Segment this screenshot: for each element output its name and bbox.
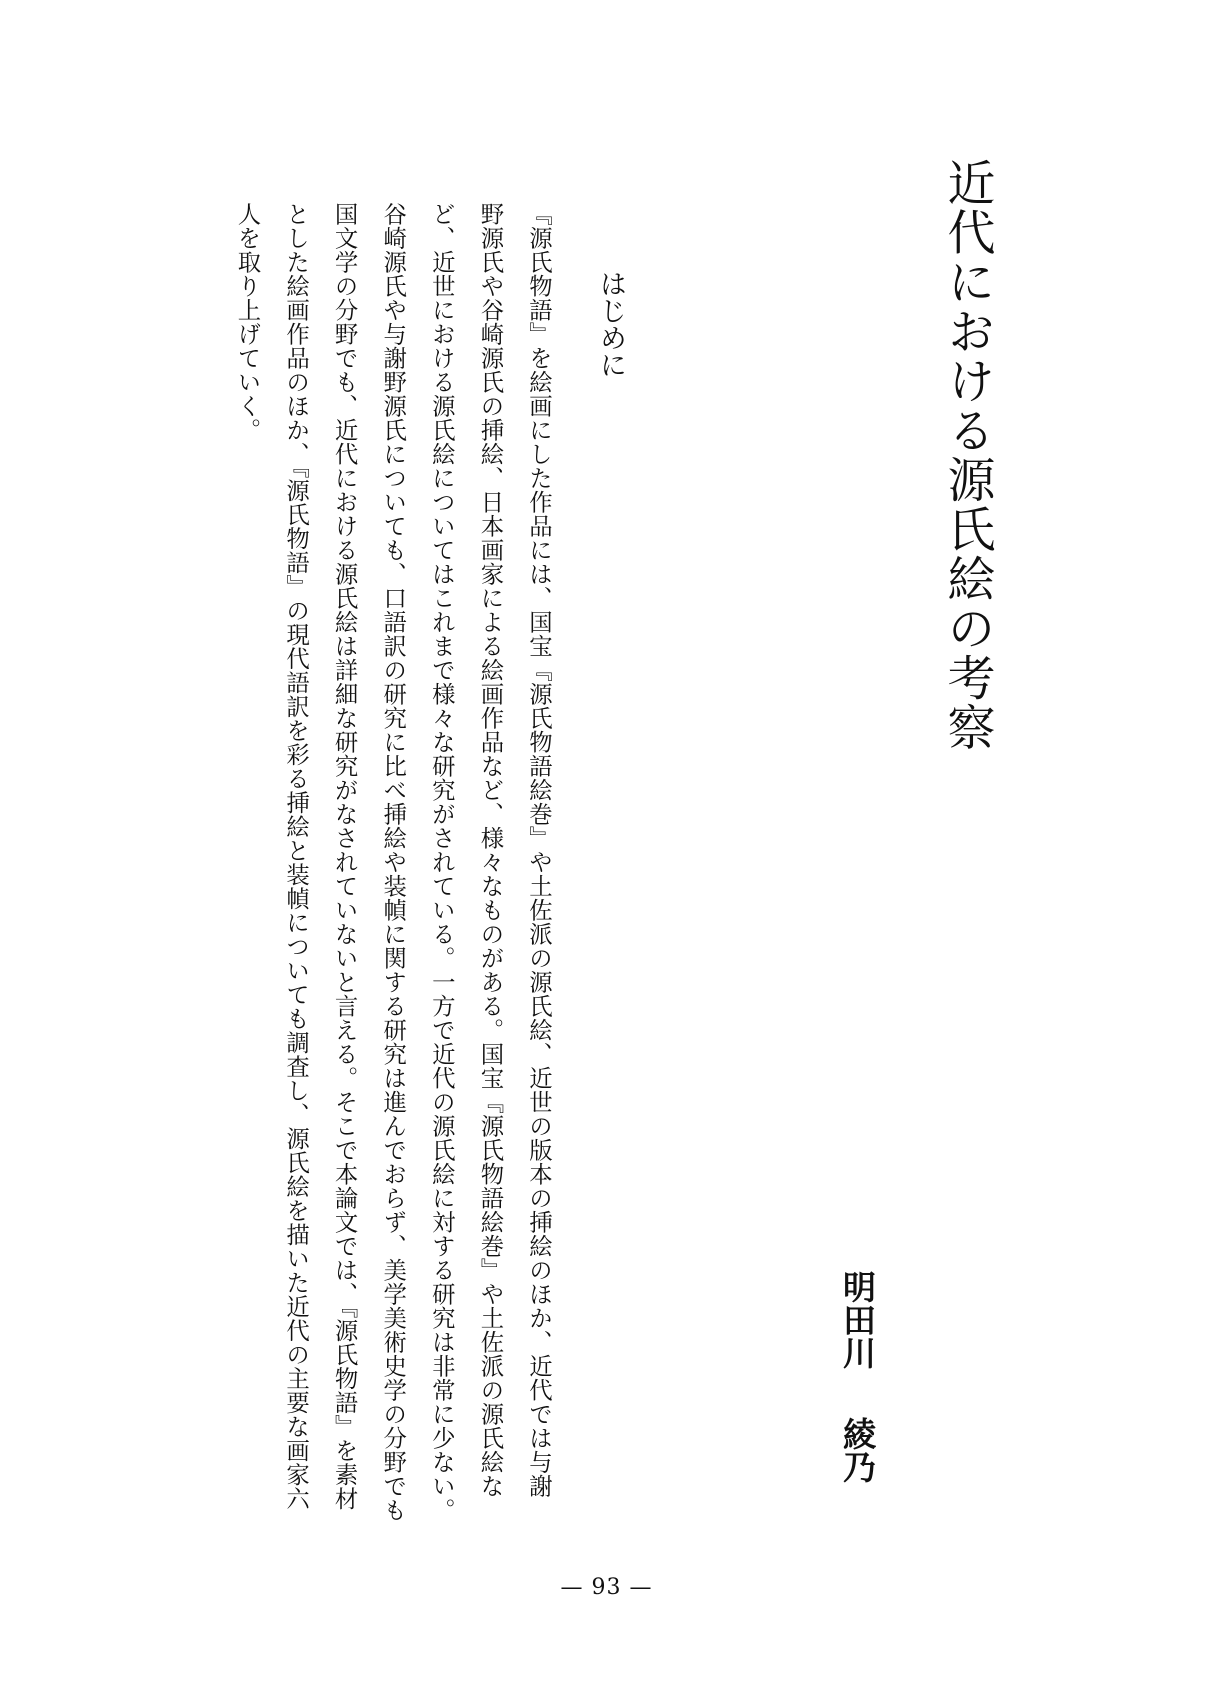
author-given-name: 綾乃 — [838, 1417, 877, 1483]
article-title: 近代における源氏絵の考察 — [939, 158, 995, 752]
body-line: 谷崎源氏や与謝野源氏についても、口語訳の研究に比べ挿絵や装幀に関する研究は進んでおらず、美学美術史学の分野でも — [379, 202, 408, 1522]
body-line: とした絵画作品のほか、『源氏物語』の現代語訳を彩る挿絵と装幀についても調査し、源氏絵を描いた近代の主要な画家六 — [282, 202, 311, 1511]
body-line: 国文学の分野でも、近代における源氏絵は詳細な研究がなされていないと言える。そこで本論文では、『源氏物語』を素材 — [330, 202, 359, 1511]
body-line: 野源氏や谷崎源氏の挿絵、日本画家による絵画作品など、様々なものがある。国宝『源氏物語絵巻』や土佐派の源氏絵な — [476, 202, 505, 1498]
body-line: 人を取り上げていく。 — [233, 202, 262, 442]
body-text — [223, 202, 563, 1522]
body-line: ど、近世における源氏絵についてはこれまで様々な研究がされている。一方で近代の源氏絵に対する研究は非常に少ない。 — [427, 202, 456, 1522]
body-line: 『源氏物語』を絵画にした作品には、国宝『源氏物語絵巻』や土佐派の源氏絵、近世の版本の挿絵のほか、近代では与謝 — [525, 202, 553, 1498]
section-heading: はじめに — [595, 270, 626, 378]
page-number: — 93 — — [560, 1575, 653, 1600]
author-name — [837, 1270, 877, 1483]
author-family-name: 明田川 — [838, 1270, 877, 1369]
